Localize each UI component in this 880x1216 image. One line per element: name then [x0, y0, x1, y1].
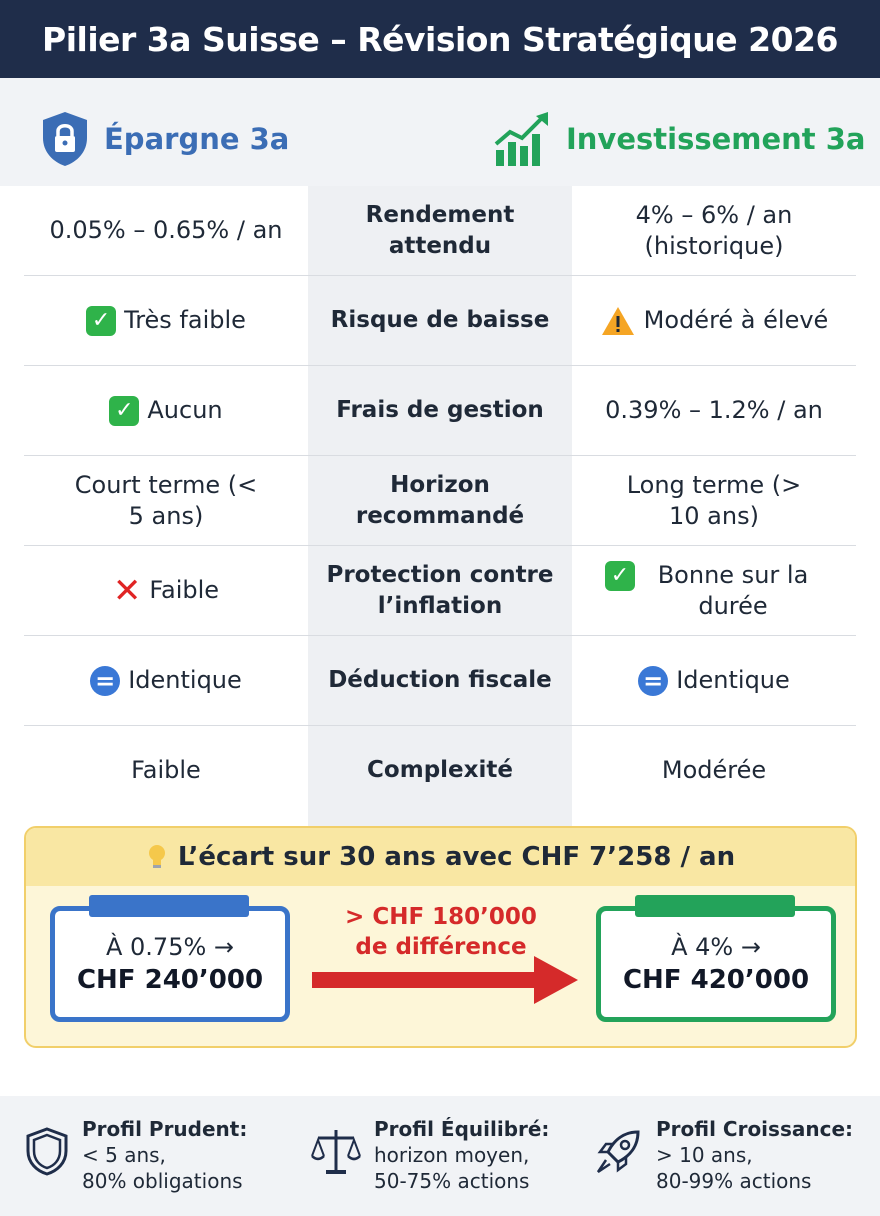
savings-value: ✕ Faible — [112, 570, 220, 611]
investment-value: Long terme (> 10 ans) — [626, 470, 802, 530]
investment-value: ✓ Bonne sur la durée — [572, 546, 856, 635]
savings-column-header — [40, 110, 289, 168]
difference-label: > CHF 180’000 de différence — [345, 904, 537, 960]
check-icon: ✓ — [109, 396, 139, 426]
profile-prudent: Profil Prudent: < 5 ans, 80% obligations — [24, 1116, 247, 1194]
investment-value: 0.39% – 1.2% / an — [605, 396, 823, 424]
savings-value: Faible — [131, 755, 201, 784]
warning-icon — [600, 305, 636, 337]
savings-column-title: Épargne 3a — [104, 122, 290, 156]
savings-value: Court terme (< 5 ans) — [74, 470, 258, 530]
savings-amount: CHF 240’000 — [76, 965, 264, 995]
page-title: Pilier 3a Suisse – Révision Stratégique 2026 — [42, 19, 838, 59]
savings-value: ✓ Très faible — [24, 276, 308, 365]
table-row — [24, 636, 856, 726]
savings-result-card — [50, 906, 290, 1022]
check-icon: ✓ — [605, 561, 635, 591]
profile-equilibre: Profil Équilibré: horizon moyen, 50-75% actions — [310, 1116, 549, 1194]
card-tab — [635, 895, 795, 917]
arrow-right-icon — [312, 956, 582, 1004]
criterion-label: Déduction fiscale — [328, 667, 552, 693]
lightbulb-icon — [146, 844, 168, 870]
table-row — [24, 546, 856, 636]
card-tab — [89, 895, 249, 917]
check-icon: ✓ — [86, 306, 116, 336]
savings-value: 0.05% – 0.65% / an — [49, 216, 283, 244]
criterion-label: Horizon recommandé — [355, 471, 525, 529]
criterion-label: Frais de gestion — [336, 397, 544, 423]
balance-scale-icon — [310, 1126, 362, 1176]
criterion-label: Risque de baisse — [330, 307, 550, 333]
investment-value: = Identique — [572, 636, 856, 725]
criterion-label: Rendement attendu — [365, 201, 515, 259]
savings-value: ✓ Aucun — [24, 366, 308, 455]
rocket-icon — [594, 1126, 644, 1176]
shield-icon — [24, 1126, 70, 1176]
table-row — [24, 726, 856, 814]
criterion-label: Protection contre l’inflation — [326, 561, 554, 619]
investment-result-card — [596, 906, 836, 1022]
table-row — [24, 366, 856, 456]
investment-amount: CHF 420’000 — [622, 965, 810, 995]
growth-chart-icon — [492, 110, 552, 168]
gap-title: L’écart sur 30 ans avec CHF 7’258 / an — [26, 828, 855, 886]
savings-value: = Identique — [24, 636, 308, 725]
savings-rate: À 0.75% → — [105, 933, 235, 961]
equal-icon: = — [90, 666, 120, 696]
criterion-label: Complexité — [367, 756, 513, 783]
table-row — [24, 276, 856, 366]
cross-icon: ✕ — [112, 570, 142, 611]
profile-croissance: Profil Croissance: > 10 ans, 80-99% actions — [594, 1116, 853, 1194]
table-row — [24, 456, 856, 546]
profiles-footer — [0, 1096, 880, 1216]
table-row — [24, 186, 856, 276]
gap-summary-box — [24, 826, 857, 1048]
column-headers — [0, 78, 880, 186]
investment-rate: À 4% → — [671, 933, 761, 961]
investment-column-header — [492, 110, 866, 168]
header-bar — [0, 0, 880, 78]
investment-value: Modérée — [661, 755, 767, 784]
investment-value: Modéré à élevé — [572, 276, 856, 365]
investment-column-title: Investissement 3a — [566, 122, 866, 156]
comparison-table — [24, 186, 856, 814]
investment-value: 4% – 6% / an (historique) — [635, 200, 793, 260]
equal-icon: = — [638, 666, 668, 696]
lock-shield-icon — [40, 110, 90, 168]
